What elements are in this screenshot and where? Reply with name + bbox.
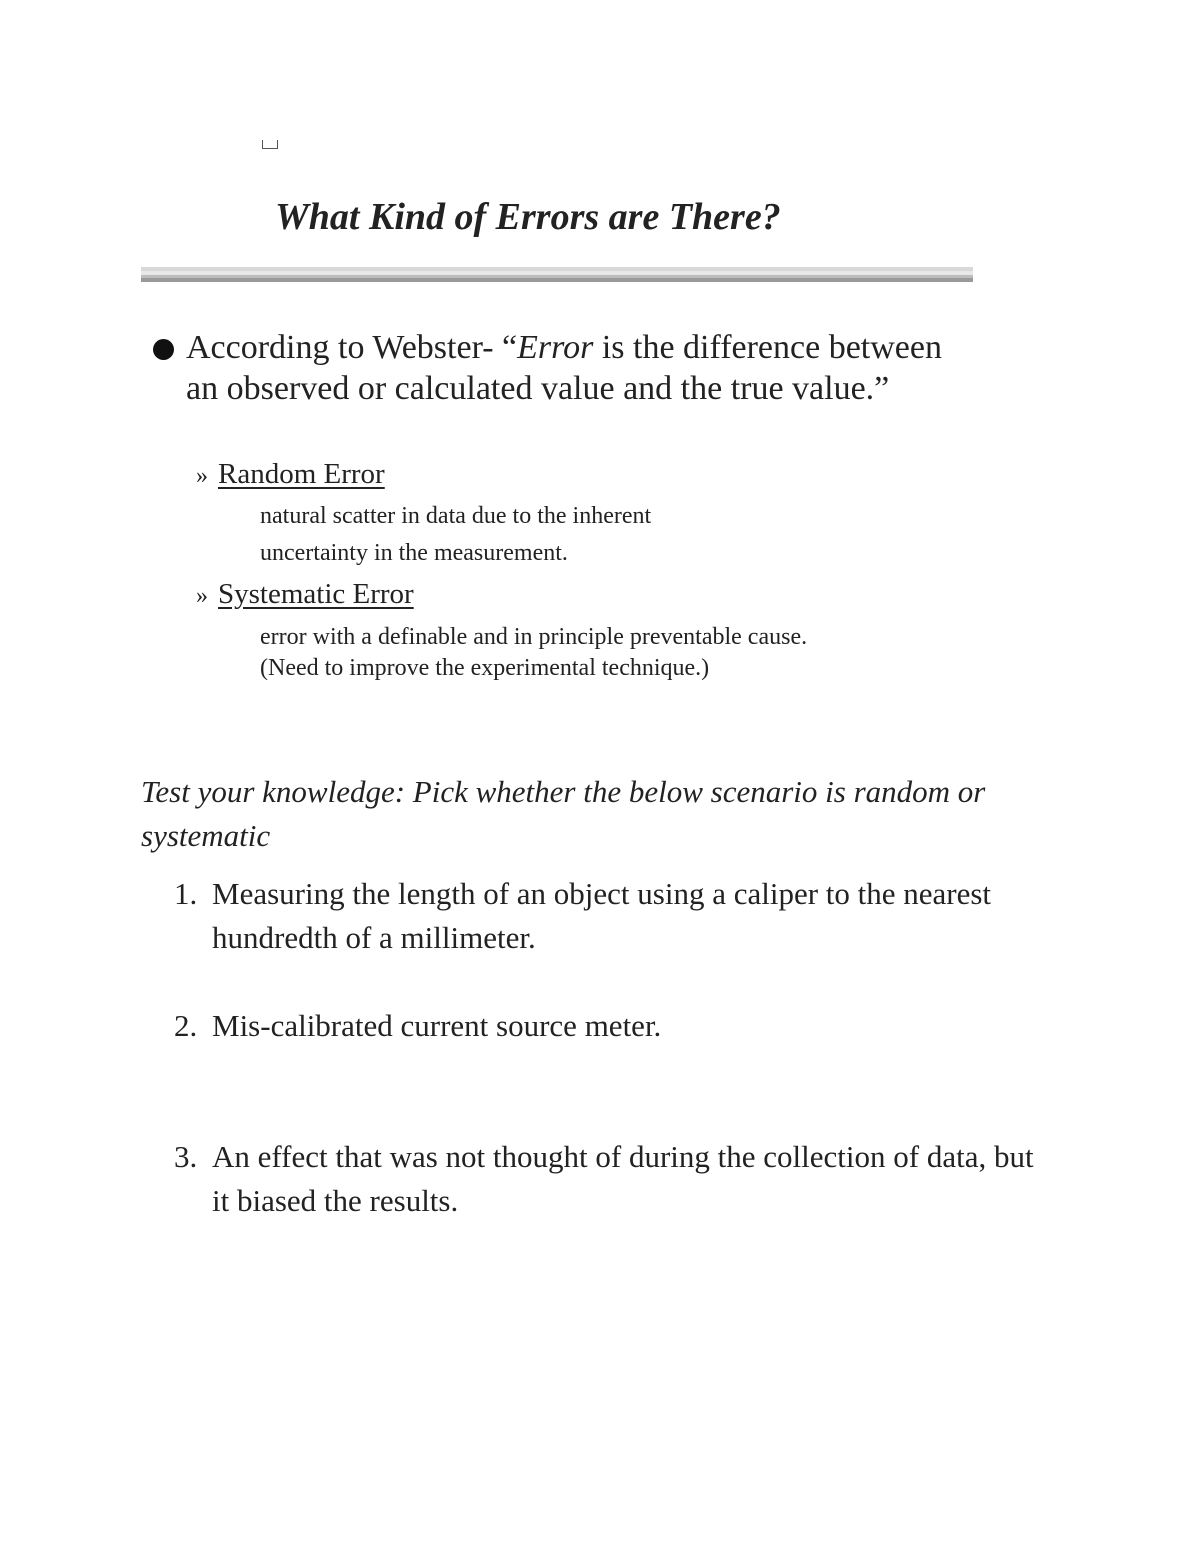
question-text: Measuring the length of an object using a caliper to the nearest hundredth of a millimeter.: [212, 876, 992, 955]
image-placeholder-mark: [262, 140, 278, 149]
quiz-question: [174, 872, 1034, 960]
systematic-error-desc-line1: error with a definable and in principle preventable cause.: [260, 624, 808, 650]
chevron-right-icon: »: [196, 583, 208, 609]
question-number: 3.: [174, 1139, 198, 1174]
title-divider: [141, 267, 973, 283]
systematic-error-desc-line2: (Need to improve the experimental technique.): [260, 655, 710, 681]
question-text: An effect that was not thought of during the collection of data, but it biased the results.: [212, 1139, 1034, 1218]
question-text: Mis-calibrated current source meter.: [212, 1008, 662, 1043]
random-error-label: Random Error: [218, 458, 385, 490]
systematic-error-label: Systematic Error: [218, 578, 414, 610]
question-number: 2.: [174, 1008, 198, 1043]
slide-title: What Kind of Errors are There?: [275, 196, 781, 238]
definition-suffix: is the difference between an observed or calculated value and the true value.”: [186, 329, 942, 407]
definition-emphasis: Error: [517, 329, 594, 366]
bullet-icon: [153, 339, 174, 360]
systematic-error-item: [196, 578, 414, 611]
question-number: 1.: [174, 876, 198, 911]
quiz-question: [174, 1135, 1034, 1223]
definition-text: [186, 327, 946, 409]
random-error-desc-line1: natural scatter in data due to the inherent: [260, 503, 652, 529]
quiz-heading: Test your knowledge: Pick whether the below scenario is random or systematic: [141, 774, 986, 853]
random-error-desc-line2: uncertainty in the measurement.: [260, 540, 568, 566]
chevron-right-icon: »: [196, 463, 208, 489]
quiz-question: [174, 1004, 1034, 1048]
definition-prefix: According to Webster- “: [186, 329, 518, 366]
random-error-item: [196, 458, 385, 491]
